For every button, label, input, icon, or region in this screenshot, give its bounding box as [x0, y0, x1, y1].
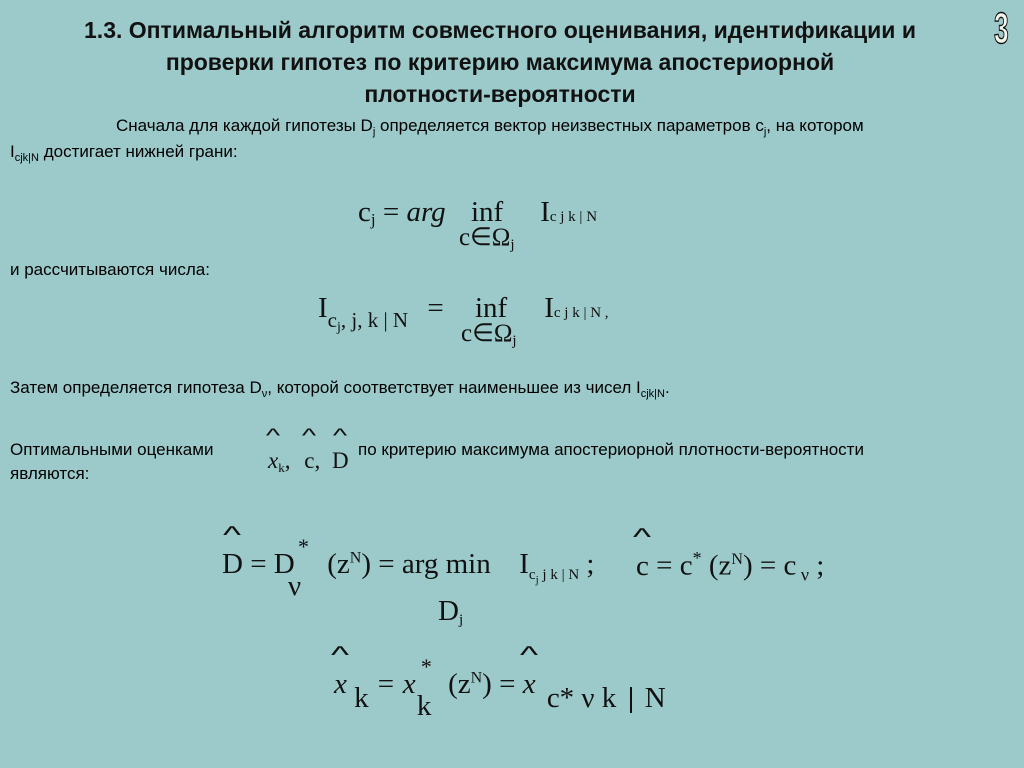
slide-title	[0, 14, 1000, 110]
estimates-list: ^ $x_k$, ^ c, ^ D	[268, 448, 349, 476]
paragraph-1: Сначала для каждой гипотезы $D_j$ определяется вектор неизвестных параметров $c_j$, на котором	[116, 116, 864, 138]
paragraph-4: Оптимальными оценками	[10, 440, 214, 459]
formula-D-estimate: ^ D = D * ν $(z^N)$ = arg min $D_j$ $I_{c_j j k | N}$ ;	[222, 548, 594, 586]
formula-I-numbers: $I_{c_j, j, k | N}$ = inf $c\in\Omega_j$ Ic j k | N ,	[318, 292, 609, 349]
formula-argmin-c: $c_j$ = arg inf $c\in\Omega_j$ Ic j k | N	[358, 196, 598, 253]
title-line-2: проверки гипотез по критерию максимума апостериорной	[165, 49, 835, 75]
paragraph-3: Затем определяется гипотеза $D_\nu$, которой соответствует наименьшее из чисел $I_{cjk|N}$.	[10, 378, 670, 400]
formula-c-estimate: ^ c = c* $(z^N) = c$ $_\nu$ ;	[636, 548, 824, 586]
conditional-bar	[630, 687, 632, 713]
title-line-3: плотности-вероятности	[364, 81, 636, 107]
title-line-1: 1.3. Оптимальный алгоритм совместного оценивания, идентификации и	[84, 17, 916, 43]
paragraph-2: и рассчитываются числа:	[10, 260, 210, 279]
formula-x-estimate: ^ x k = x * k $(z^N)$ = ^ x c* ν k N	[334, 668, 666, 715]
paragraph-4-end: по критерию максимума апостериорной плотности-вероятности	[358, 440, 864, 459]
paragraph-4-line-2: являются:	[10, 464, 90, 483]
page-number: 3	[994, 4, 1009, 53]
paragraph-1-line-2: $I_{cjk|N}$ достигает нижней грани:	[10, 142, 238, 164]
